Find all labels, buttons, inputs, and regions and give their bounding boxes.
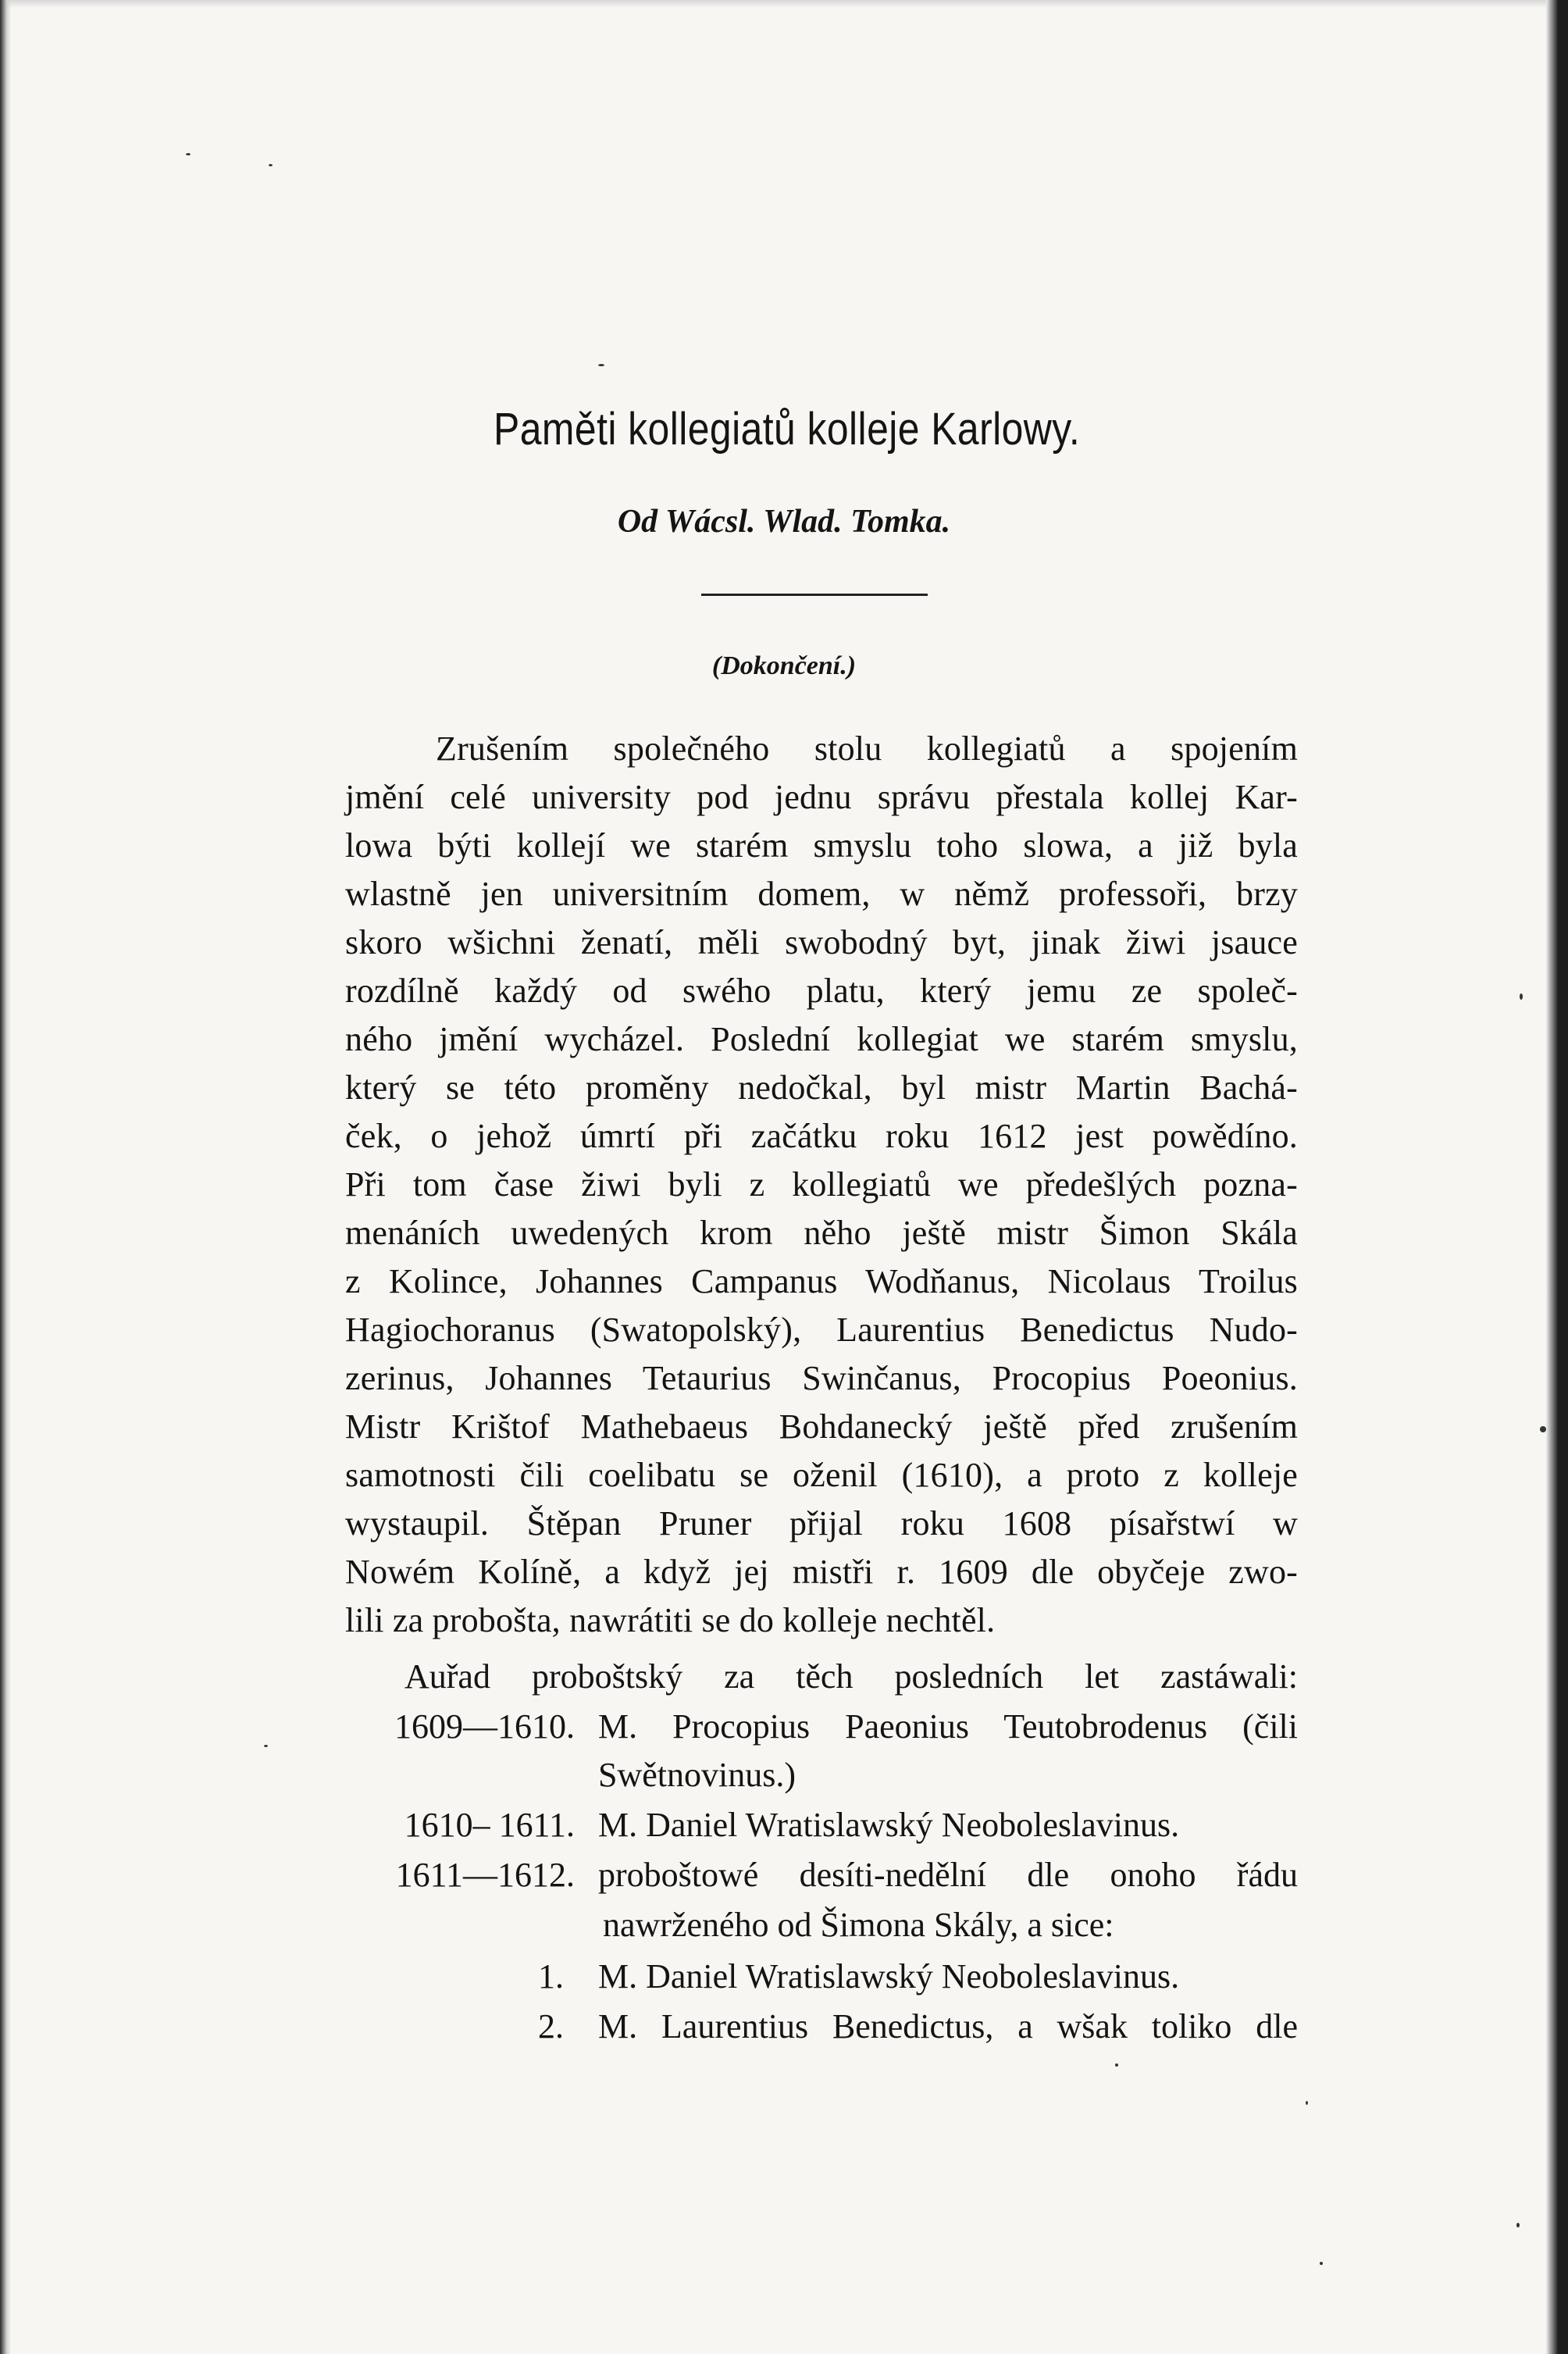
title-divider [701,594,928,596]
entry-text: proboštowé desíti-nedělní dle onoho řádu [598,1856,1298,1894]
entry-text: Swětnovinus.) [598,1756,796,1794]
page-right-edge [1546,0,1568,2354]
paragraph-line: wlastně jen universitním domem, w němž professoři, brzy [345,875,1298,913]
paragraph-line: ného jmění wycházel. Poslední kollegiat we starém smyslu, [345,1020,1298,1058]
page-top-edge [0,0,1568,8]
scan-speck [1516,2223,1520,2227]
paragraph-line: z Kolince, Johannes Campanus Wodňanus, Nicolaus Troilus [345,1262,1298,1300]
entry-years: 1609—1610. [394,1707,575,1746]
scan-speck [269,164,273,166]
article-title: Paměti kollegiatů kolleje Karlowy. [494,404,1081,455]
paragraph-line: zerinus, Johannes Tetaurius Swinčanus, Procopius Poeonius. [345,1359,1298,1397]
article-author: Od Wácsl. Wlad. Tomka. [617,504,951,540]
entry-text: M. Daniel Wratislawský Neoboleslavinus. [598,1806,1180,1844]
scan-speck [1540,1426,1546,1432]
scan-speck [1115,2063,1118,2067]
paragraph-line: wystaupil. Štěpan Pruner přijal roku 1608 písařstwí w [345,1504,1298,1543]
page-left-edge [0,0,11,2354]
paragraph-line: ček, o jehož úmrtí při začátku roku 1612 jest powědíno. [345,1117,1298,1155]
scan-speck [186,153,191,155]
scan-speck [598,364,604,366]
scan-speck [1306,2101,1308,2105]
paragraph-line: lowa býti kollejí we starém smyslu toho slowa, a již byla [345,826,1298,865]
paragraph-line: lili za probošta, nawrátiti se do kolleje nechtěl. [345,1601,996,1639]
paragraph-line: Nowém Kolíně, a když jej mistři r. 1609 dle obyčeje zwo- [345,1553,1298,1591]
item-number: 1. [538,1957,564,1996]
paragraph-line: který se této proměny nedočkal, byl mistr Martin Bachá- [345,1068,1298,1107]
continued-note: (Dokončení.) [711,651,857,680]
entry-text: nawrženého od Šimona Skály, a sice: [603,1906,1114,1944]
paragraph-line: menáních uwedených krom něho ještě mistr Šimon Skála [345,1214,1298,1252]
paragraph-line: Zrušením společného stolu kollegiatů a spojením [436,729,1298,768]
entry-years: 1611—1612. [395,1856,575,1894]
paragraph-line: Při tom čase žiwi byli z kollegiatů we předešlých pozna- [345,1165,1298,1204]
entry-years: 1610– 1611. [404,1806,575,1844]
provost-list-intro: Auřad proboštský za těch posledních let zastáwali: [404,1657,1298,1696]
paragraph-line: Hagiochoranus (Swatopolský), Laurentius Benedictus Nudo- [345,1311,1298,1349]
item-text: M. Laurentius Benedictus, a wšak toliko dle [598,2007,1298,2045]
item-text: M. Daniel Wratislawský Neoboleslavinus. [598,1957,1180,1996]
item-number: 2. [538,2007,564,2045]
paragraph-line: Mistr Krištof Mathebaeus Bohdanecký ještě před zrušením [345,1407,1298,1446]
paragraph-line: samotnosti čili coelibatu se oženil (1610), a proto z kolleje [345,1456,1298,1494]
paragraph-line: rozdílně každý od swého platu, který jemu ze společ- [345,972,1298,1010]
scan-speck [1320,2262,1323,2265]
paragraph-line: skoro wšichni ženatí, měli swobodný byt, jinak žiwi jsauce [345,923,1298,961]
scan-speck [1520,993,1523,1000]
entry-text: M. Procopius Paeonius Teutobrodenus (čili [598,1707,1298,1746]
scan-speck [264,1745,268,1747]
paragraph-line: jmění celé university pod jednu správu přestala kollej Kar- [345,778,1298,816]
